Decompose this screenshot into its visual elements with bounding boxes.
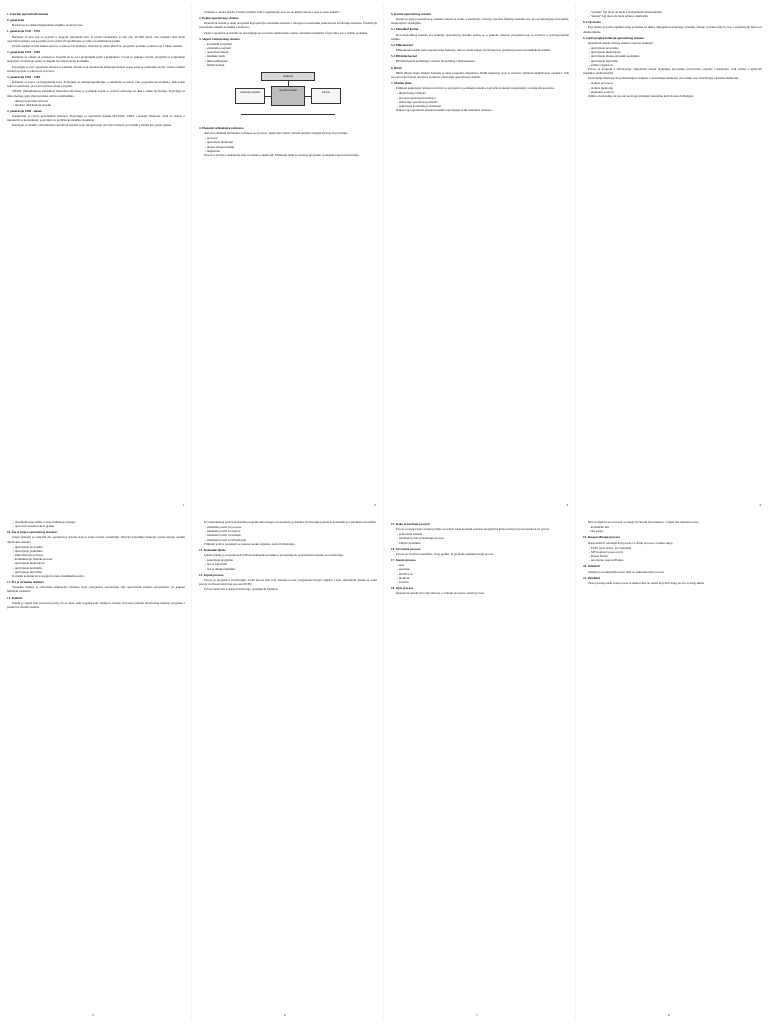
section-heading: 5.2 Mikrokernel bbox=[391, 42, 413, 47]
paragraph: Kod monolitnog kernela sve funkcije operativnog sistema nalaze se u jednom velikom programu koji se izvršava u privilegovanom režimu. bbox=[391, 32, 569, 41]
list-item: - učitavanje operativnog sistema bbox=[397, 99, 438, 104]
list-item: - korisničke niti bbox=[589, 525, 609, 530]
list-item: - SJF (najkraći posao prvi) bbox=[589, 549, 623, 554]
page-number: 3 bbox=[566, 502, 568, 507]
list-item: - oporavak sistema nakon greške bbox=[13, 524, 55, 529]
page-number: 6 bbox=[284, 1012, 286, 1017]
list-item: - blokiran bbox=[397, 575, 410, 580]
diagram-right-box: hardver bbox=[311, 88, 341, 104]
paragraph: Procesor izvršava instrukcije koje se nalaze u memoriji. Memorija služi za čuvanje programa i podataka tokom izvršavanja. bbox=[204, 152, 360, 157]
section-heading: 9. Opšti pregled funkcija operativnog sistema bbox=[583, 35, 644, 40]
page-row-bottom bbox=[0, 514, 768, 1020]
paragraph: Baziran je na elektromagnetskim relejima. Konrad Cuse. bbox=[12, 23, 84, 28]
list-item: - pokretanje korisničkog okruženja bbox=[397, 103, 441, 108]
section-heading: 7. Mašine plaže bbox=[391, 81, 412, 86]
list-item: - sistemski pozivi za informacije bbox=[205, 537, 246, 542]
page-row-top bbox=[0, 4, 768, 510]
page-1 bbox=[0, 4, 192, 510]
page-number: 4 bbox=[759, 502, 761, 507]
list-item: - pokretanje programa bbox=[205, 558, 233, 563]
paragraph: Proces se završava normalno, zbog greške, ili ga može prekinuti drugi proces. bbox=[396, 551, 494, 556]
list-item: - "system" fajl mora da bude u korijenskom direktorijumu bbox=[589, 10, 662, 14]
paragraph: Semafor je promjenljiva koja služi za sinhronizaciju procesa. bbox=[588, 569, 665, 574]
diagram-center-box: operativni sistem bbox=[271, 86, 305, 106]
page-6 bbox=[192, 514, 384, 1020]
section-heading: 3. generacija 1965 - 1980 bbox=[7, 74, 41, 79]
page-4 bbox=[576, 4, 768, 510]
paragraph: Računari su prvi put se pojavili u drugom svjetskom ratu. U prvim računarima je bilo oko 20 000 cijevi. Ovi računari nisu imali operativni sistem i rad na njima je bio ručni. Programiranje se vršilo na mašinskom jeziku. bbox=[7, 34, 185, 43]
paragraph: Jezgro (kernel) je centralni dio operativnog sistema koji se stalno nalazi u memoriji. Obavlja najvažnije funkcije i pruža usluge ostalim dijelovima sistema. bbox=[7, 535, 185, 544]
section-heading: 15. Kako se kreiraju procesi? bbox=[391, 522, 431, 526]
list-item: - sistemski pozivi za fajlove bbox=[205, 529, 241, 534]
paragraph: Kernel je jezgro operativnog sistema. Nalazi se stalno u memoriji i obavlja osnovne funkcije sistema, kao što su upravljanje procesima, memorijom i uređajima. bbox=[391, 17, 569, 26]
list-item: - završen bbox=[397, 579, 409, 584]
paragraph: Upravljanje memorijom podrazumijeva dodjelu i oslobađanje memorije procesima, kao i korišćenje virtuelne memorije. bbox=[588, 76, 739, 81]
paragraph: Kod sistemskog poziva korisnički program traži uslugu od operativnog sistema. Izvršavanje prelazi iz korisničkog u privilegovani režim. bbox=[204, 520, 377, 524]
section-heading: 14. Pojam procesa bbox=[199, 572, 224, 577]
paragraph: Ulazni uređaji su bile bušene kartice, a izlaz je bio štampač. Operater je ručno ubacivao program i podatke, pokretao ga i čekao rezultat. bbox=[12, 43, 183, 48]
paragraph: Ljuska (shell) je program koji prihvata komande korisnika i prosljeđuje ih operativnom sistemu na izvršavanje. bbox=[204, 553, 344, 558]
list-item: - upravljanje fajlovima bbox=[589, 58, 618, 63]
section-heading: 3. Slojevi računarskog sistema bbox=[199, 36, 240, 41]
list-item: - prioritetno raspoređivanje bbox=[589, 558, 624, 563]
list-item: - korisnički programi bbox=[205, 41, 232, 46]
diagram-left-box: sistemski programi bbox=[235, 88, 265, 104]
paragraph: Korisnik komunicira sa jezgrom preko sistemskih poziva. bbox=[12, 573, 85, 578]
list-item: - sinhronizacija procesa bbox=[13, 553, 43, 558]
list-item: - sistemski programi bbox=[205, 46, 231, 51]
page-number: 1 bbox=[182, 502, 184, 507]
paragraph: Mikrokernel sadrži samo najosnovnije funkcije, dok se ostale usluge izvršavaju kao posebni procesi u korisničkom režimu. bbox=[396, 48, 551, 53]
diagram-connector bbox=[265, 96, 271, 97]
list-item: - ulazno-izlazni uređaji bbox=[205, 144, 235, 149]
paragraph: Zaštita obezbjeđuje da procesi ne mogu pristupiti resursima koji im nisu dodijeljeni. bbox=[588, 93, 694, 98]
paragraph: Prilikom pokretanja računara izvršava se program za podizanje sistema, koji učitava kernel u memoriju i predaje mu kontrolu. bbox=[396, 86, 555, 91]
section-heading: 5.3 Hibridni kernel bbox=[391, 54, 417, 59]
section-heading: 13. Komande ljuske bbox=[199, 547, 226, 552]
list-item: - pokretanje sistema bbox=[397, 532, 423, 537]
list-item: - mašinski jezik bbox=[205, 54, 225, 59]
section-heading: 1. generacija 1945 - 1955 bbox=[7, 29, 41, 34]
page-3 bbox=[384, 4, 576, 510]
section-heading: 0. generacija bbox=[7, 18, 25, 23]
list-item: - komunikacija između procesa bbox=[13, 557, 53, 562]
paragraph: Nakon toga operativni sistem preuzima upravljanje svim resursima računara. bbox=[396, 107, 493, 112]
paragraph: Karakteriše je razvoj personalnih računara. Pojavljuju se operativni sistemi MS-DOS, UNIX i kasnije Windows. Vodi se računa o interakciji sa korisnikom, pojavljuju se grafička korisnička okruženja. bbox=[7, 114, 185, 123]
page-5 bbox=[0, 514, 192, 1020]
paragraph: Prekid je signal koji procesoru javlja da se desio neki događaj koji zahtijeva obradu. Procesor prekida izvršavanje tekućeg programa i prelazi na obradu prekida. bbox=[7, 600, 185, 609]
paragraph: Operativni sistem čuva informacije o svakom procesu u tabeli procesa. bbox=[396, 591, 485, 596]
paragraph: Zadaci operativnog sistema su upravljanje procesorom, memorijom, ulazno-izlaznim uređajima i fajlovima, kao i zaštita podataka. bbox=[204, 30, 368, 35]
list-item: - operativna memorija bbox=[205, 140, 233, 145]
section-heading: 20. Semafori bbox=[583, 564, 600, 569]
paragraph: Računari su rađeni od tranzistora. Pojavili su se prvi programski jezici i kompajleri. Uvodi se paketna obrada, programi se pripremaju unaprijed i izvršavaju jedan za drugim bez intervencije korisnika. bbox=[7, 55, 185, 64]
list-item: - sistemski poziv za kreiranje procesa bbox=[397, 536, 445, 541]
paragraph: Fajl sistem je način organizovanja podataka na disku. Omogućava kreiranje, brisanje, čitanje i pisanje fajlova, kao i organizaciju fajlova u direktorijume. bbox=[583, 25, 762, 34]
section-heading: 4. generacija 1980 - danas bbox=[7, 108, 42, 113]
section-heading: 18. Opis procesa bbox=[391, 586, 414, 591]
list-item: - niti jezgra bbox=[589, 529, 604, 534]
list-item: - planiranje poslova bbox=[589, 89, 614, 94]
list-item: - zaštita i sigurnost bbox=[589, 62, 613, 67]
section-heading: 4. Elementi arhitekture računara bbox=[199, 125, 244, 130]
paragraph: Računari se prave od integrisanih kola. Pojavljuje se multiprogramiranje, u memoriji se nalazi više programa istovremeno. Dok jedan čeka na ulaz/izlaz, procesor izvršava drugi program. bbox=[7, 80, 185, 89]
section-heading: 2. generacija 1955 - 1965 bbox=[7, 50, 41, 55]
section-heading: 1. Istorijat operativnih sistema bbox=[7, 12, 49, 16]
list-item: - upravljanje procesima bbox=[13, 544, 43, 549]
list-item: - Round Robin bbox=[589, 554, 608, 559]
paragraph: Proces je program u izvršavanju. Operativni sistem dodjeljuje procesima procesorsko vrijeme i memoriju, vodi računa o njihovim stanjima i sinhronizaciji. bbox=[583, 66, 762, 76]
section-heading: 8. Fajl sistem bbox=[583, 20, 601, 25]
section-heading: 17. Stanja procesa bbox=[391, 558, 416, 563]
page-number: 7 bbox=[476, 1012, 478, 1017]
paragraph: računara u okviru mreže. Postoje različiti oblici organizacije, kao što su klijent-server i peer-to-peer sistemi. bbox=[204, 10, 340, 14]
paragraph: Raspoređivač određuje koji proces će dobiti procesor i koliko dugo. bbox=[588, 540, 674, 545]
diagram-top-box: aplikacije bbox=[261, 72, 315, 81]
paragraph: Razvijaju se mrežni i distribuirani operativni sistemi, koji omogućavaju rad više računara povezanih u mrežu kao jedne cjeline. bbox=[12, 123, 172, 128]
paragraph: Osnovni elementi arhitekture računara su procesor, memorija, ulazno-izlazni uređaji i magistrale koje ih povezuju. bbox=[204, 131, 348, 136]
page-2 bbox=[192, 4, 384, 510]
paragraph: Niti su dijelovi procesa koji se mogu izvršavati istovremeno, a dijele isti adresni prostor. bbox=[588, 520, 700, 524]
list-item: - novi bbox=[397, 563, 405, 568]
list-item: - dodjela procesora bbox=[589, 81, 614, 86]
section-heading: 16. Završetak procesa bbox=[391, 546, 421, 551]
paragraph: Proces se kreira kada sistem počinje sa radom, kada korisnik pokrene program ili kada postojeći proces kreira novi proces. bbox=[396, 527, 551, 532]
diagram-connector bbox=[288, 81, 289, 86]
list-item: - upravljanje memorijom bbox=[13, 561, 45, 566]
list-item: - sistemski pozivi za procese bbox=[205, 525, 242, 530]
list-item: - izvršava se bbox=[397, 571, 413, 576]
list-item: - zahtjev korisnika bbox=[397, 540, 421, 545]
list-item: - uključivanje računara bbox=[397, 91, 426, 96]
paragraph: BIOS (Basic Input Output System) je skup programa smješten u ROM memoriji, koji se izvršava prilikom uključivanja računara. Vrši provjeru ispravnosti hardvera i pokreće učitavanje operativnog sistema. bbox=[391, 70, 569, 79]
paragraph: Proces može biti u stanju izvršavanja, spreman ili blokiran. bbox=[204, 587, 279, 592]
section-heading: 11. Šta je virtuelna mašina? bbox=[7, 580, 45, 585]
list-item: - rad sa fajlovima bbox=[205, 562, 228, 567]
section-heading: 2. Pojam operativnog sistema bbox=[199, 16, 239, 21]
paragraph: Hibridni kernel kombinuje osobine monolitnog i mikrokernela. bbox=[396, 59, 476, 64]
list-item: - spreman bbox=[397, 567, 410, 572]
page-number: 8 bbox=[668, 1012, 670, 1017]
paragraph: Pojavljuju se prvi operativni sistemi za paketnu obradu, koji automatski učitavaju sledeći posao kada se prethodni završi. Ulazno-izlazni uređaji su spori u odnosu na procesor. bbox=[7, 64, 185, 73]
list-item: - mrežni i distribuirani sistemi bbox=[13, 102, 52, 107]
list-item: - upravljanje ulazno-izlaznim uređajima bbox=[589, 54, 640, 59]
list-item: - upravljanje procesima bbox=[589, 46, 619, 51]
page-number: 2 bbox=[374, 502, 376, 507]
list-item: - FCFS (prvi došao, prvi uslužen) bbox=[589, 545, 632, 550]
list-item: - mikroarhitektura bbox=[205, 58, 228, 63]
section-heading: 5.1 Monolitni kernel bbox=[391, 27, 419, 32]
diagram-connector bbox=[305, 96, 311, 97]
list-item: - fizički uređaji bbox=[205, 62, 225, 67]
list-item: - dodjela memorije bbox=[589, 85, 613, 90]
list-item: - operativni sistem bbox=[205, 50, 229, 55]
section-heading: 12. Prekidi bbox=[7, 595, 22, 600]
list-item: - magistrale bbox=[205, 148, 220, 153]
section-heading: 19. Raspoređivanje procesa bbox=[583, 535, 620, 540]
list-item: - mikroprocesorski računari bbox=[13, 98, 48, 103]
paragraph: Operativni sistem obavlja sledeće osnovne funkcije: bbox=[588, 40, 654, 45]
layer-diagram bbox=[233, 70, 343, 124]
list-item: - sistemski pozivi za uređaje bbox=[205, 533, 241, 538]
list-item: - upravljanje fajlovima bbox=[13, 569, 42, 574]
list-item: - procesor bbox=[205, 136, 218, 141]
list-item: - upravljanje memorijom bbox=[589, 50, 621, 55]
paragraph: Proces je program u izvršavanju. Svaki proces ima svoj adresni prostor, programski brojač, registre i stek. Operativni sistem za svaki proces vodi kontrolni blok procesa (PCB). bbox=[199, 577, 377, 587]
section-heading: 21. Deadlock bbox=[583, 575, 601, 580]
page-8 bbox=[576, 514, 768, 1020]
section-heading: 10. Šta je jezgro operativnog sistema? bbox=[7, 530, 58, 535]
section-heading: 5. Kernel operativnog sistema bbox=[391, 12, 431, 16]
list-item: - obezbjeđivanje zaštite od neovlašćenog pristupa bbox=[13, 520, 76, 524]
page-7 bbox=[384, 514, 576, 1020]
list-item: - "kernel" fajl mora da bude učitan u memoriju bbox=[589, 14, 648, 19]
section-heading: 6. BIOS bbox=[391, 65, 402, 70]
paragraph: Virtuelna mašina je softverska simulacija računara, koja omogućava izvršavanje više operativnih sistema istovremeno na jednom fizičkom računaru. bbox=[7, 585, 185, 594]
list-item: - upravljanje uređajima bbox=[13, 565, 43, 570]
paragraph: Operativni sistem je skup programa koji upravlja resursima računara i omogućava korisniku jednostavno korišćenje računara. Predstavlja posrednika između korisnika i hardvera. bbox=[199, 21, 377, 30]
list-item: - provjera ispravnosti hardvera bbox=[397, 95, 436, 100]
list-item: - upravljanje prekidima bbox=[13, 548, 43, 553]
paragraph: Zastoj nastaje kada svaki proces iz skupa čeka na resurs koji drži drugi proces iz istog skupa. bbox=[588, 580, 705, 585]
page-number: 5 bbox=[92, 1012, 94, 1017]
list-item: - rad sa direktorijumima bbox=[205, 566, 236, 571]
paragraph: SPOOL (Simultaneous Peripheral Operation On Line) je postupak kojim se poslovi učitavaju na disk i odatle izvršavaju. Pojavljuje se time-sharing, gdje više korisnika radi na terminalima. bbox=[7, 89, 185, 98]
paragraph: Prilikom poziva parametri se prenose preko registara, steka ili memorije. bbox=[204, 541, 296, 546]
diagram-baseline bbox=[241, 114, 335, 115]
